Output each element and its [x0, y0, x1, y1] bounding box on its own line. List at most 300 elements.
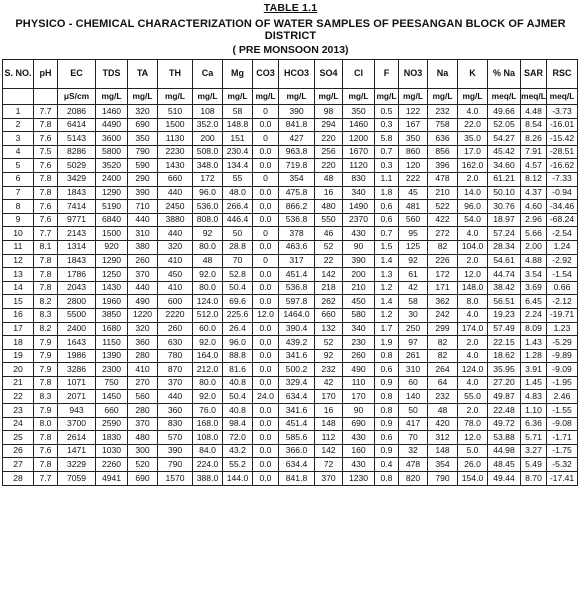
column-header: Mg — [223, 60, 253, 89]
table-cell: 97 — [399, 336, 428, 350]
table-cell: 1.9 — [375, 336, 399, 350]
table-cell: 2300 — [96, 363, 128, 377]
row-number-cell: 21 — [3, 376, 34, 390]
table-cell: 0.0 — [253, 145, 279, 159]
table-cell: 151 — [223, 132, 253, 146]
table-cell: 0.3 — [375, 118, 399, 132]
table-cell: 92 — [315, 349, 343, 363]
table-cell: 0.0 — [253, 336, 279, 350]
table-cell: 54.27 — [488, 132, 521, 146]
column-header: CO3 — [253, 60, 279, 89]
table-cell: 125 — [399, 240, 428, 254]
table-cell: 38.42 — [488, 281, 521, 295]
table-cell: 522 — [428, 200, 458, 214]
table-cell: 0.0 — [253, 213, 279, 227]
table-cell: 1830 — [96, 431, 128, 445]
table-cell: 0.6 — [375, 200, 399, 214]
table-cell: 660 — [96, 404, 128, 418]
table-cell: 0.8 — [375, 349, 399, 363]
table-cell: 1.43 — [521, 336, 547, 350]
row-number-cell: 3 — [3, 132, 34, 146]
table-cell: 1.2 — [375, 308, 399, 322]
table-cell: 104.0 — [458, 240, 488, 254]
table-cell: 490 — [128, 295, 158, 309]
table-cell: 76.0 — [193, 404, 223, 418]
table-cell: 7.6 — [34, 444, 58, 458]
table-cell: 108.0 — [193, 431, 223, 445]
table-row — [3, 349, 578, 363]
table-cell: 280 — [128, 349, 158, 363]
table-cell: 210 — [428, 186, 458, 200]
unit-header: mg/L — [223, 89, 253, 105]
table-cell: 134.4 — [223, 159, 253, 173]
table-cell: 4.83 — [521, 390, 547, 404]
row-number-cell: 9 — [3, 213, 34, 227]
table-cell: 5500 — [58, 308, 96, 322]
table-cell: 0.0 — [253, 431, 279, 445]
table-row — [3, 159, 578, 173]
table-row — [3, 390, 578, 404]
table-cell: 1.7 — [375, 322, 399, 336]
table-cell: 439.2 — [279, 336, 315, 350]
table-cell: 1960 — [96, 295, 128, 309]
unit-header: mg/L — [428, 89, 458, 105]
unit-header: mg/L — [375, 89, 399, 105]
table-cell: 56.51 — [488, 295, 521, 309]
table-cell: 481 — [399, 200, 428, 214]
table-cell: 750 — [96, 376, 128, 390]
table-cell: -2.92 — [547, 254, 578, 268]
table-cell: 53.88 — [488, 431, 521, 445]
table-cell: 2614 — [58, 431, 96, 445]
table-cell: -2.54 — [547, 227, 578, 241]
table-cell: 446.4 — [223, 213, 253, 227]
table-cell: 352.0 — [193, 118, 223, 132]
table-cell: 1680 — [96, 322, 128, 336]
table-cell: 0.0 — [253, 458, 279, 472]
document-header — [0, 0, 581, 56]
table-cell: 0.8 — [375, 404, 399, 418]
row-number-cell: 25 — [3, 431, 34, 445]
table-cell: 2.0 — [458, 254, 488, 268]
table-cell: 48 — [315, 172, 343, 186]
table-cell: 8286 — [58, 145, 96, 159]
table-cell: 2071 — [58, 390, 96, 404]
table-cell: 54.61 — [488, 254, 521, 268]
table-cell: 299 — [428, 322, 458, 336]
table-row — [3, 322, 578, 336]
unit-header: mg/L — [158, 89, 193, 105]
table-cell: 8.3 — [34, 308, 58, 322]
table-cell: 1250 — [96, 268, 128, 282]
table-cell: 7.8 — [34, 254, 58, 268]
table-cell: 112 — [315, 431, 343, 445]
table-cell: 536.0 — [193, 200, 223, 214]
table-cell: 440 — [128, 213, 158, 227]
column-header: RSC — [547, 60, 578, 89]
table-row — [3, 105, 578, 119]
table-cell: 520 — [128, 458, 158, 472]
column-header: HCO3 — [279, 60, 315, 89]
table-cell: 0 — [253, 105, 279, 119]
table-cell: 92.0 — [193, 336, 223, 350]
table-cell: 0 — [253, 172, 279, 186]
row-number-cell: 22 — [3, 390, 34, 404]
table-cell: 92.0 — [193, 268, 223, 282]
table-cell: 2370 — [343, 213, 375, 227]
table-cell: 290 — [128, 172, 158, 186]
table-cell: 5029 — [58, 159, 96, 173]
table-cell: 0.0 — [253, 268, 279, 282]
table-cell: 570 — [158, 431, 193, 445]
table-cell: 7.8 — [34, 268, 58, 282]
table-cell: 0 — [253, 132, 279, 146]
table-cell: 142 — [315, 444, 343, 458]
table-cell: 585.6 — [279, 431, 315, 445]
table-cell: 92 — [193, 227, 223, 241]
table-cell: 0.0 — [253, 322, 279, 336]
unit-header: meq/L — [547, 89, 578, 105]
table-cell: 12.0 — [253, 308, 279, 322]
table-cell: 320 — [128, 105, 158, 119]
table-row — [3, 336, 578, 350]
table-cell: 44.74 — [488, 268, 521, 282]
table-row — [3, 458, 578, 472]
table-cell: 35.0 — [458, 132, 488, 146]
table-cell: 4.48 — [521, 105, 547, 119]
table-cell: 0.0 — [253, 417, 279, 431]
table-cell: 7.7 — [34, 227, 58, 241]
table-cell: 5800 — [96, 145, 128, 159]
table-cell: 390 — [343, 254, 375, 268]
table-cell: 1220 — [128, 308, 158, 322]
row-number-cell: 8 — [3, 200, 34, 214]
table-row — [3, 444, 578, 458]
table-cell: 1500 — [158, 118, 193, 132]
table-cell: 164.0 — [193, 349, 223, 363]
table-cell: 52 — [315, 240, 343, 254]
table-cell: 820 — [399, 472, 428, 486]
table-cell: 42 — [399, 281, 428, 295]
table-cell: 40.8 — [223, 376, 253, 390]
table-cell: 329.4 — [279, 376, 315, 390]
table-cell: 536.8 — [279, 213, 315, 227]
table-cell: 0.0 — [253, 349, 279, 363]
table-cell: 8.09 — [521, 322, 547, 336]
table-cell: 82 — [428, 336, 458, 350]
table-cell: 320 — [128, 322, 158, 336]
table-cell: 154.0 — [458, 472, 488, 486]
table-cell: 27.20 — [488, 376, 521, 390]
table-cell: 866.2 — [279, 200, 315, 214]
table-cell: 430 — [343, 227, 375, 241]
table-cell: 96.0 — [458, 200, 488, 214]
table-cell: 48 — [193, 254, 223, 268]
column-header: pH — [34, 60, 58, 89]
table-cell: 3.27 — [521, 444, 547, 458]
table-cell: 44.98 — [488, 444, 521, 458]
table-row — [3, 132, 578, 146]
column-header: S. NO. — [3, 60, 34, 89]
table-cell: 5.0 — [458, 444, 488, 458]
row-number-cell: 20 — [3, 363, 34, 377]
table-cell: 690 — [343, 417, 375, 431]
table-cell: 390.4 — [279, 322, 315, 336]
table-cell: 360 — [128, 336, 158, 350]
table-cell: 260 — [128, 254, 158, 268]
column-header: K — [458, 60, 488, 89]
table-cell: 42 — [315, 376, 343, 390]
table-cell: 0.9 — [375, 376, 399, 390]
table-row — [3, 268, 578, 282]
table-cell: 90 — [343, 240, 375, 254]
table-cell: 22 — [315, 254, 343, 268]
table-cell: 60 — [399, 376, 428, 390]
table-cell: 80.0 — [193, 376, 223, 390]
table-cell: 1314 — [58, 240, 96, 254]
table-cell: 320 — [158, 240, 193, 254]
table-cell: -9.08 — [547, 417, 578, 431]
table-cell: 350 — [128, 132, 158, 146]
table-cell: 55 — [223, 172, 253, 186]
table-cell: 396 — [428, 159, 458, 173]
table-cell: -17.41 — [547, 472, 578, 486]
table-cell: 3.69 — [521, 281, 547, 295]
table-cell: 312 — [428, 431, 458, 445]
table-cell: 7.7 — [34, 105, 58, 119]
table-cell: 451.4 — [279, 417, 315, 431]
table-cell: 60.0 — [193, 322, 223, 336]
table-cell: 12.0 — [458, 431, 488, 445]
table-cell: 860 — [399, 145, 428, 159]
table-cell: 55.0 — [458, 390, 488, 404]
table-cell: 7.6 — [34, 200, 58, 214]
table-cell: 2230 — [158, 145, 193, 159]
row-number-cell: 16 — [3, 308, 34, 322]
table-cell: 390 — [128, 186, 158, 200]
table-cell: 370 — [315, 472, 343, 486]
table-cell: 49.87 — [488, 390, 521, 404]
table-cell: 808.0 — [193, 213, 223, 227]
row-number-cell: 10 — [3, 227, 34, 241]
row-number-cell: 28 — [3, 472, 34, 486]
table-cell: 225.6 — [223, 308, 253, 322]
table-cell: 212.0 — [193, 363, 223, 377]
table-cell: 82 — [428, 349, 458, 363]
table-cell: 4490 — [96, 118, 128, 132]
table-cell: -5.29 — [547, 336, 578, 350]
unit-header: mg/L — [128, 89, 158, 105]
row-number-cell: 13 — [3, 268, 34, 282]
table-cell: 0.6 — [375, 363, 399, 377]
table-cell: 634.4 — [279, 390, 315, 404]
table-cell: 410 — [158, 254, 193, 268]
table-cell: 22.48 — [488, 404, 521, 418]
table-cell: 870 — [158, 363, 193, 377]
table-cell: 171 — [428, 281, 458, 295]
table-cell: 45 — [399, 186, 428, 200]
table-cell: 69.6 — [223, 295, 253, 309]
table-cell: 8.3 — [34, 390, 58, 404]
table-cell: 57.24 — [488, 227, 521, 241]
table-cell: 250 — [399, 322, 428, 336]
table-cell: 7.9 — [34, 349, 58, 363]
table-cell: 341.6 — [279, 404, 315, 418]
table-cell: 1.2 — [375, 281, 399, 295]
table-cell: 500.2 — [279, 363, 315, 377]
table-cell: 0.7 — [375, 227, 399, 241]
unit-header: μS/cm — [58, 89, 96, 105]
table-cell: 719.8 — [279, 159, 315, 173]
table-cell: 378 — [279, 227, 315, 241]
table-cell: 80.0 — [193, 240, 223, 254]
table-cell: 490 — [343, 363, 375, 377]
table-cell: 1130 — [158, 132, 193, 146]
table-cell: 5.8 — [375, 132, 399, 146]
unit-header: mg/L — [279, 89, 315, 105]
table-cell: 2043 — [58, 281, 96, 295]
unit-header: mg/L — [253, 89, 279, 105]
table-cell: 9771 — [58, 213, 96, 227]
table-cell: 370 — [128, 417, 158, 431]
table-cell: 64 — [428, 376, 458, 390]
table-cell: 220 — [315, 159, 343, 173]
table-cell: 480 — [315, 200, 343, 214]
table-cell: 148 — [428, 444, 458, 458]
table-cell: 50 — [223, 227, 253, 241]
table-cell: 300 — [128, 444, 158, 458]
table-cell: 2260 — [96, 458, 128, 472]
table-cell: 390 — [279, 105, 315, 119]
table-cell: 510 — [158, 105, 193, 119]
table-cell: 0.0 — [253, 118, 279, 132]
table-body — [3, 105, 578, 486]
table-cell: 1120 — [343, 159, 375, 173]
table-cell: 920 — [96, 240, 128, 254]
table-cell: 92.0 — [193, 390, 223, 404]
row-number-cell: 18 — [3, 336, 34, 350]
table-cell: 630 — [158, 336, 193, 350]
table-cell: 232 — [428, 390, 458, 404]
table-cell: 58 — [223, 105, 253, 119]
table-cell: 0 — [253, 254, 279, 268]
table-cell: 4.37 — [521, 186, 547, 200]
table-cell: 0.6 — [375, 431, 399, 445]
table-row — [3, 295, 578, 309]
table-head — [3, 60, 578, 105]
table-cell: 8.0 — [34, 417, 58, 431]
table-cell: 24.0 — [253, 390, 279, 404]
table-cell: 142 — [315, 268, 343, 282]
table-cell: 4.60 — [521, 200, 547, 214]
table-cell: 451.4 — [279, 268, 315, 282]
table-cell: 4.57 — [521, 159, 547, 173]
table-cell: 110 — [343, 376, 375, 390]
table-cell: 417 — [399, 417, 428, 431]
table-cell: 830 — [158, 417, 193, 431]
table-row — [3, 404, 578, 418]
table-cell: 84.0 — [193, 444, 223, 458]
table-cell: 7.8 — [34, 186, 58, 200]
table-row — [3, 308, 578, 322]
table-cell: 49.72 — [488, 417, 521, 431]
column-header: TH — [158, 60, 193, 89]
table-cell: 1.4 — [375, 295, 399, 309]
table-cell: -0.94 — [547, 186, 578, 200]
table-cell: 1071 — [58, 376, 96, 390]
table-cell: 597.8 — [279, 295, 315, 309]
table-cell: -3.73 — [547, 105, 578, 119]
table-cell: 0.8 — [375, 390, 399, 404]
table-cell: 450 — [343, 295, 375, 309]
table-cell: 0.0 — [253, 159, 279, 173]
table-cell: 6840 — [96, 213, 128, 227]
table-cell: 226 — [428, 254, 458, 268]
table-cell: 7.91 — [521, 145, 547, 159]
table-cell: 440 — [158, 227, 193, 241]
table-cell: 72.0 — [223, 431, 253, 445]
table-cell: 8.0 — [458, 295, 488, 309]
table-row — [3, 363, 578, 377]
table-cell: 440 — [128, 281, 158, 295]
table-cell: 1986 — [58, 349, 96, 363]
unit-header: meq/L — [488, 89, 521, 105]
table-cell: 167 — [399, 118, 428, 132]
table-cell: 0.8 — [375, 472, 399, 486]
table-cell: 3.54 — [521, 268, 547, 282]
table-cell: 830 — [343, 172, 375, 186]
table-cell: 0.0 — [253, 240, 279, 254]
table-cell: 50 — [399, 404, 428, 418]
table-cell: -5.32 — [547, 458, 578, 472]
table-cell: 5.49 — [521, 458, 547, 472]
table-cell: 2.00 — [521, 240, 547, 254]
table-cell: 560 — [399, 213, 428, 227]
table-cell: 5143 — [58, 132, 96, 146]
table-cell: 4.0 — [458, 349, 488, 363]
table-cell: 34.60 — [488, 159, 521, 173]
table-cell: 5190 — [96, 200, 128, 214]
row-number-cell: 12 — [3, 254, 34, 268]
table-cell: 256 — [315, 145, 343, 159]
table-cell: 6.45 — [521, 295, 547, 309]
table-cell: 550 — [315, 213, 343, 227]
table-cell: 49.44 — [488, 472, 521, 486]
table-cell: 1430 — [158, 159, 193, 173]
table-cell: 410 — [128, 363, 158, 377]
table-cell: 1843 — [58, 254, 96, 268]
table-cell: 1.28 — [521, 349, 547, 363]
table-cell: 841.8 — [279, 472, 315, 486]
table-cell: 4.88 — [521, 254, 547, 268]
table-cell: -68.24 — [547, 213, 578, 227]
table-cell: 0.0 — [253, 472, 279, 486]
table-cell: 0.9 — [375, 417, 399, 431]
row-number-cell: 7 — [3, 186, 34, 200]
table-cell: 427 — [279, 132, 315, 146]
table-cell: 690 — [128, 472, 158, 486]
table-cell: 2086 — [58, 105, 96, 119]
table-cell: 148.0 — [458, 281, 488, 295]
unit-header: mg/L — [96, 89, 128, 105]
table-cell: -7.33 — [547, 172, 578, 186]
table-cell: 22.15 — [488, 336, 521, 350]
table-cell: 8.2 — [34, 322, 58, 336]
table-cell: 7.8 — [34, 376, 58, 390]
table-cell: 440 — [158, 390, 193, 404]
table-cell: 52.05 — [488, 118, 521, 132]
table-cell: 124.0 — [193, 295, 223, 309]
